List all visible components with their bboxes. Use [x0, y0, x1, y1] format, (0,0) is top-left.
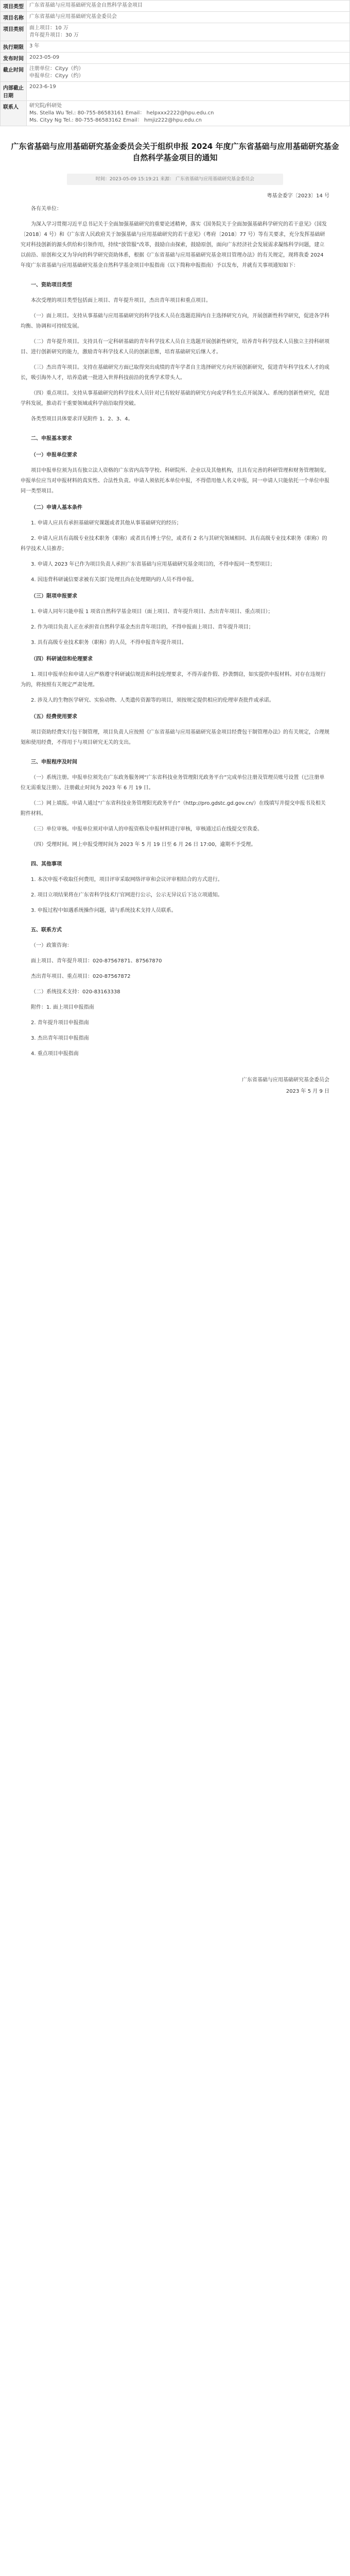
- metadata-value-line: 注册单位：Cityy（约）: [29, 66, 84, 72]
- metadata-row: [1, 12, 350, 23]
- metadata-key: 发布时间: [1, 53, 27, 64]
- metadata-row: [1, 101, 350, 126]
- body-paragraph: 3. 具有高级专业技术职务（职称）的人员，不得申报青年提升项目。: [31, 640, 187, 646]
- subsection-heading: （五）经费使用要求: [31, 714, 77, 720]
- signing-date: 2023 年 5 月 9 日: [286, 1089, 329, 1094]
- bottom-spacer: [0, 1097, 350, 1118]
- notice-body: [0, 204, 350, 1059]
- subsection-heading: （一）申报单位要求: [31, 452, 77, 458]
- body-paragraph: （四）重点项目。支持从事基础研究的科学技术人员针对已有较好基础的研究方向或学科生长点开展深入、系统的创新性研究，促进学科发展，推动若干重要领域或科学前沿取得突破。: [21, 391, 329, 406]
- page: [0, 0, 350, 1118]
- metadata-value: [27, 1, 350, 12]
- metadata-table: [0, 0, 350, 126]
- body-paragraph: 1. 申请人同年只能申报 1 项省自然科学基金项目（面上项目、青年提升项目、杰出青年项目、重点项目）；: [31, 609, 273, 615]
- body-paragraph: 2. 涉及人的生物医学研究、实验动物、人类遗传资源等的项目，须按规定提供相应的伦理审查批件或承诺。: [31, 698, 274, 703]
- metadata-value-line: 2023-05-09: [29, 55, 60, 60]
- body-paragraph: 3. 申请人 2023 年已作为项目负责人承担广东省基础与应用基础研究基金项目的，不得申报同一类型项目；: [31, 562, 275, 567]
- metadata-value-line: 申报单位：Cityy（约）: [29, 73, 84, 79]
- body-paragraph: 附件：1. 面上项目申报指南: [31, 1005, 94, 1010]
- body-paragraph: 杰出青年项目、重点项目：020-87567872: [31, 974, 131, 979]
- metadata-value-line: 青年提升项目：30 万: [29, 32, 79, 38]
- metadata-value: [27, 53, 350, 64]
- section-heading: 一、资助项目类型: [31, 282, 72, 288]
- section-heading: 四、其他事项: [31, 861, 62, 867]
- metadata-value-line: Ms. Cityy Ng Tel.: 80-755-86583162 Email： hmjiz222@hpu.edu.cn: [29, 117, 202, 123]
- section-heading: 三、申报程序及时间: [31, 759, 77, 765]
- metadata-key: 执行期限: [1, 41, 27, 53]
- body-paragraph: （二）系统技术支持：020-83163338: [31, 989, 120, 995]
- body-paragraph: 各有关单位：: [31, 206, 62, 212]
- body-paragraph: 本次受理的项目类型包括面上项目、青年提升项目，杰出青年项目和重点项目。: [31, 298, 211, 303]
- subsection-heading: （四）科研诚信和伦理要求: [31, 656, 93, 662]
- body-paragraph: 1. 申请人应具有承担基础研究课题或者其他从事基础研究的经历；: [31, 520, 182, 526]
- body-paragraph: （一）面上项目。支持从事基础与应用基础研究的科学技术人员在选题范围内自主选择研究方向，开展创新性科学研究，促进各学科均衡、协调和可持续发展。: [21, 313, 329, 329]
- body-paragraph: 面上项目、青年提升项目：020-87567871、87567870: [31, 958, 162, 964]
- body-paragraph: 1. 项目申报单位和申请人应严格遵守科研诚信规范和科技伦理要求，不得弄虚作假、抄袭剽窃，如实提供申报材料。对存在违规行为的，将按照有关规定严肃处理。: [21, 672, 326, 688]
- metadata-value-line: 广东省基础与应用基础研究基金委员会: [29, 14, 117, 20]
- body-paragraph: （二）青年提升项目。支持具有一定科研基础的青年科学技术人员自主选题开展创新性研究，培养青年科学技术人员独立主持科研项目、进行创新研究的能力，激励青年科学技术人员的创新思维，培育基础研究后继人才。: [21, 339, 329, 355]
- metadata-key: 联系人: [1, 101, 27, 126]
- body-paragraph: 3. 申报过程中如遇系统操作问题，请与系统技术支持人员联系。: [31, 908, 177, 913]
- info-bar: 时间：2023-05-09 15:19:21 来源： 广东省基础与应用基础研究基金委员会: [67, 174, 283, 185]
- signing-organization: 广东省基础与应用基础研究基金委员会: [242, 1077, 329, 1083]
- metadata-value: [27, 41, 350, 53]
- body-paragraph: 各类型项目具体要求详见附件 1、2、3、4。: [31, 416, 133, 422]
- body-paragraph: 项目资助经费实行包干制管理，项目负责人应按照《广东省基础与应用基础研究基金项目经费包干制管理办法》的有关规定，合理规划和使用经费，不得用于与项目研究无关的支出。: [21, 730, 329, 745]
- section-heading: 二、申报基本要求: [31, 436, 72, 442]
- body-paragraph: （三）单位审核。申报单位须对申请人的申报资格及申报材料进行审核，审核通过后在线提交至我委。: [31, 826, 262, 832]
- metadata-key: 项目名称: [1, 12, 27, 23]
- body-paragraph: 1. 本次申报不收取任何费用，项目评审采取网络评审和会议评审相结合的方式进行。: [31, 877, 223, 883]
- metadata-value-line: 研究院/科研处: [29, 103, 62, 109]
- subsection-heading: （三）限项申报要求: [31, 594, 77, 599]
- metadata-row: [1, 41, 350, 53]
- body-paragraph: （三）杰出青年项目。支持在基础研究方面已取得突出成绩的青年学者自主选择研究方向开展创新研究，促进青年科学技术人才的成长，吸引海外人才，培养造就一批进入世界科技前沿的优秀学术带头人。: [21, 365, 329, 381]
- body-paragraph: （二）网上填报。申请人通过“广东省科技业务管理阳光政务平台”（http://pro.gdstc.gd.gov.cn/）在线填写并提交申报书及相关附件材料。: [21, 801, 326, 817]
- body-paragraph: （一）政策咨询：: [31, 943, 72, 948]
- metadata-key: 截止时间: [1, 64, 27, 82]
- body-paragraph: （一）系统注册。申报单位须先在广东政务服务网“广东省科技业务管理阳光政务平台”完成单位注册及管理员账号设置（已注册单位无需重复注册）。注册截止时间为 2023 年 6 月 19 日。: [21, 775, 325, 791]
- body-paragraph: 为深入学习贯彻习近平总书记关于全面加强基础研究的重要论述精神，落实《国务院关于全面加强基础科学研究的若干意见》（国发〔2018〕4 号）和《广东省人民政府关于加强基础与应用基础研究的若干意见》（粤府〔2018〕77 号）等有关要求，充分发挥基础研究对科技创新的源头供给和引领作用，持续“放管服”改革，鼓励自由探索，鼓励原创，面向广东经济社会发展需求凝练科学问题，建立以前沿、原创和交叉为导向的科学研究资助体系，根据《广东省基础与应用基础研究基金项目管理办法》的有关规定，现将我委 2024 年度广东省基础与应用基础研究基金自然科学基金项目申报指南（以下简称申报指南）予以发布，并就有关事项通知如下：: [21, 222, 327, 268]
- metadata-value: [27, 12, 350, 23]
- metadata-row: [1, 23, 350, 41]
- metadata-row: [1, 82, 350, 101]
- section-heading: 五、联系方式: [31, 927, 62, 933]
- subsection-heading: （二）申请人基本条件: [31, 505, 82, 511]
- body-paragraph: 3. 杰出青年项目申报指南: [31, 1036, 89, 1041]
- body-paragraph: 2. 申请人应具有高级专业技术职务（职称）或者具有博士学位，或者有 2 名与其研究领域相同、具有高级专业技术职务（职称）的科学技术人员推荐；: [21, 536, 327, 552]
- metadata-value-line: Ms. Stella Wu Tel.: 80-755-86583161 Email： helpxxx2222@hpu.edu.cn: [29, 110, 214, 116]
- body-paragraph: （四）受理时间。网上申报受理时间为 2023 年 5 月 19 日至 6 月 26 日 17:00，逾期不予受理。: [31, 842, 256, 848]
- body-paragraph: 项目申报单位须为具有独立法人资格的广东省内高等学校、科研院所、企业以及其他机构，且具有完善的科研管理和财务管理制度。申报单位应当对申报材料的真实性、合法性负责。申请人须依托本单位申报，不得借用他人名义申报，同一申请人只能依托一个单位申报同一类型项目。: [21, 468, 329, 494]
- metadata-value: [27, 64, 350, 82]
- metadata-value-line: 3 年: [29, 43, 40, 49]
- body-paragraph: 4. 重点项目申报指南: [31, 1051, 79, 1057]
- metadata-key: 项目类别: [1, 23, 27, 41]
- body-paragraph: 4. 因违背科研诚信要求被有关部门处理且尚在处理期内的人员不得申报。: [31, 577, 197, 583]
- body-paragraph: 2. 项目立项结果将在广东省科学技术厅官网进行公示，公示无异议后下达立项通知。: [31, 892, 223, 898]
- metadata-row: [1, 1, 350, 12]
- metadata-value: [27, 82, 350, 101]
- signature-block: [0, 1075, 350, 1097]
- metadata-key: 内部截止日期: [1, 82, 27, 101]
- metadata-key: 项目类型: [1, 1, 27, 12]
- metadata-value: [27, 23, 350, 41]
- metadata-row: [1, 64, 350, 82]
- metadata-value: [27, 101, 350, 126]
- body-paragraph: 2. 作为项目负责人正在承担省自然科学基金杰出青年项目的，不得申报面上项目、青年提升项目；: [31, 624, 254, 630]
- title-block: [0, 141, 350, 163]
- metadata-value-line: 面上项目：10 万: [29, 25, 68, 31]
- metadata-row: [1, 53, 350, 64]
- document-number: 粤基金委字〔2023〕14 号: [267, 193, 329, 199]
- body-paragraph: 2. 青年提升项目申报指南: [31, 1020, 89, 1026]
- metadata-value-line: 2023-6-19: [29, 84, 56, 90]
- metadata-value-line: 广东省基础与应用基础研究基金自然科学基金项目: [29, 3, 143, 8]
- page-title: 广东省基础与应用基础研究基金委员会关于组织申报 2024 年度广东省基础与应用基础研究基金自然科学基金项目的通知: [11, 142, 339, 162]
